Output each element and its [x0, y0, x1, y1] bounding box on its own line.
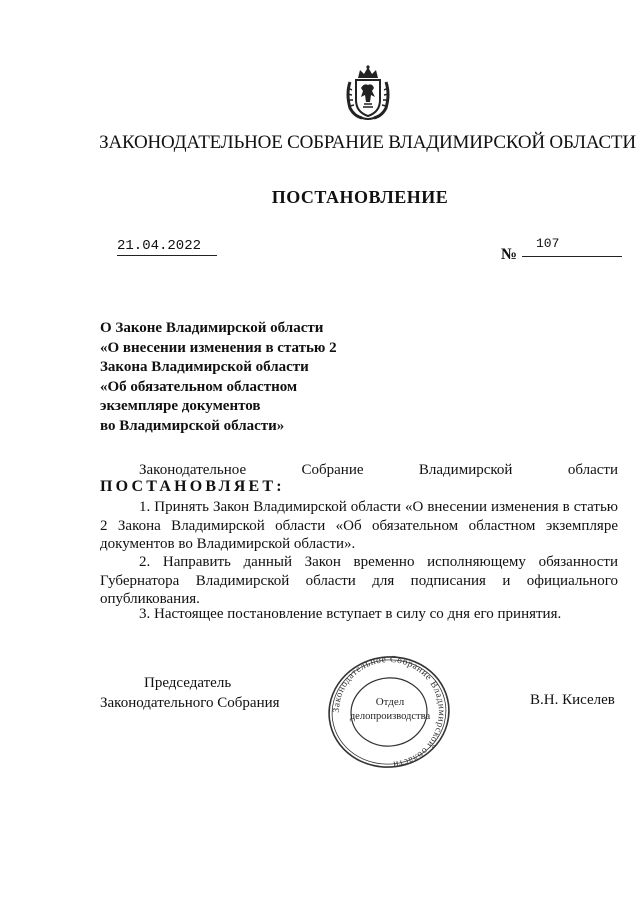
number-underline [522, 256, 622, 257]
document-date: 21.04.2022 [117, 238, 217, 256]
position-line: Законодательного Собрания [100, 694, 280, 711]
resolution-item-2: 2. Направить данный Закон временно исполняющему обязанности Губернатора Владимирской области для подписания и официального опубликования. [100, 554, 618, 607]
subject-line: Закона Владимирской области [100, 359, 309, 375]
seal-ring-text: Законодательное Собрание Владимирской области [331, 654, 447, 769]
intro-word: Собрание [301, 462, 364, 478]
intro-word: области [567, 462, 618, 478]
document-type: ПОСТАНОВЛЕНИЕ [271, 187, 449, 207]
signatory-name: В.Н. Киселев [530, 692, 615, 708]
signatory-position [100, 674, 280, 713]
intro-line [100, 461, 618, 480]
subject-line: «О внесении изменения в статью 2 [100, 339, 337, 356]
subject-line: О Законе Владимирской области [100, 320, 324, 336]
subject-line: во Владимирской области» [100, 417, 285, 434]
seal-inner-line: Отдел [375, 696, 405, 708]
intro-word: Законодательное [139, 462, 247, 478]
coat-of-arms-icon [344, 64, 392, 122]
subject-line: экземпляре документов [100, 398, 261, 414]
resolves-heading: ПОСТАНОВЛЯЕТ: [100, 478, 285, 495]
resolution-item-1: 1. Принять Закон Владимирской области «О внесении изменения в статью 2 Закона Владимирской области «Об обязательном областном экземпляре документов во Владимирской области». [100, 499, 618, 552]
document-number: 107 [536, 236, 560, 251]
official-seal [326, 654, 452, 770]
document-subject [100, 319, 360, 436]
intro-word: Владимирской [418, 462, 513, 478]
organization-title: ЗАКОНОДАТЕЛЬНОЕ СОБРАНИЕ ВЛАДИМИРСКОЙ ОБЛАСТИ [99, 132, 636, 153]
subject-line: «Об обязательном областном [100, 378, 298, 395]
resolution-item-3: 3. Настоящее постановление вступает в силу со дня его принятия. [139, 606, 562, 622]
position-line: Председатель [144, 675, 232, 691]
seal-inner-line: делопроизводства [349, 711, 431, 722]
number-label: № [501, 246, 518, 263]
